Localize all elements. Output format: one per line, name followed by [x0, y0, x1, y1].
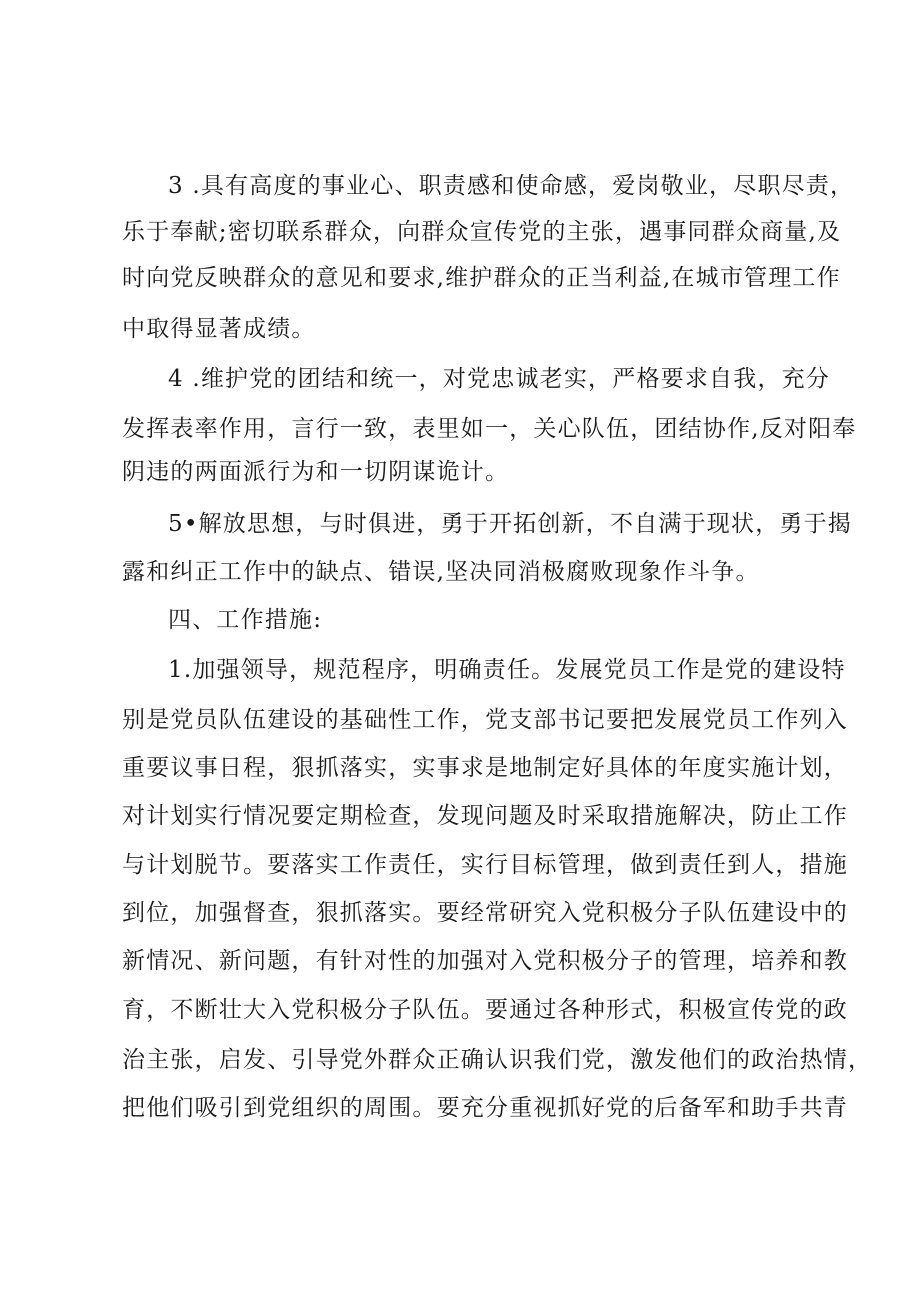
measure-1-line-8: 育，不断壮大入党积极分子队伍。要通过各种形式，积极宣传党的政 — [122, 997, 848, 1023]
paragraph-4-line-1: 4 .维护党的团结和统一，对党忠诚老实，严格要求自我，充分 — [168, 366, 831, 392]
paragraph-3-line-3: 时向党反映群众的意见和要求,维护群众的正当利益,在城市管理工作 — [122, 265, 841, 291]
measure-1-line-9: 治主张，启发、引导党外群众正确认识我们党，激发他们的政治热情， — [122, 1047, 873, 1073]
measure-1-line-7: 新情况、新问题，有针对性的加强对入党积极分子的管理，培养和教 — [122, 948, 848, 974]
measure-1-line-10: 把他们吸引到党组织的周围。要充分重视抓好党的后备军和助手共青 — [122, 1095, 848, 1121]
measure-1-line-3: 重要议事日程，狠抓落实，实事求是地制定好具体的年度实施计划， — [122, 755, 848, 781]
paragraph-5-line-2: 露和纠正工作中的缺点、错误,坚决同消极腐败现象作斗争。 — [122, 559, 760, 585]
paragraph-3-line-4: 中取得显著成绩。 — [122, 316, 316, 342]
paragraph-4-line-3: 阴违的两面派行为和一切阴谋诡计。 — [122, 459, 510, 485]
measure-1-line-2: 别是党员队伍建设的基础性工作，党支部书记要把发展党员工作列入 — [122, 707, 848, 733]
measure-1-line-1: 1.加强领导，规范程序，明确责任。发展党员工作是党的建设特 — [168, 657, 846, 683]
paragraph-3-line-2: 乐于奉献;密切联系群众，向群众宣传党的主张，遇事同群众商量,及 — [122, 219, 842, 245]
measure-1-line-4: 对计划实行情况要定期检查，发现问题及时采取措施解决，防止工作 — [122, 803, 848, 829]
measure-1-line-6: 到位，加强督查，狠抓落实。要经常研究入党积极分子队伍建设中的 — [122, 900, 848, 926]
paragraph-4-line-2: 发挥表率作用，言行一致，表里如一，关心队伍，团结协作,反对阳奉 — [122, 416, 857, 442]
section-heading: 四、工作措施: — [168, 607, 323, 633]
paragraph-5-line-1: 5•解放思想，与时俱进，勇于开拓创新，不自满于现状，勇于揭 — [168, 511, 852, 537]
paragraph-3-line-1: 3 .具有高度的事业心、职责感和使命感，爱岗敬业，尽职尽责， — [168, 173, 855, 199]
measure-1-line-5: 与计划脱节。要落实工作责任，实行目标管理，做到责任到人，措施 — [122, 852, 848, 878]
